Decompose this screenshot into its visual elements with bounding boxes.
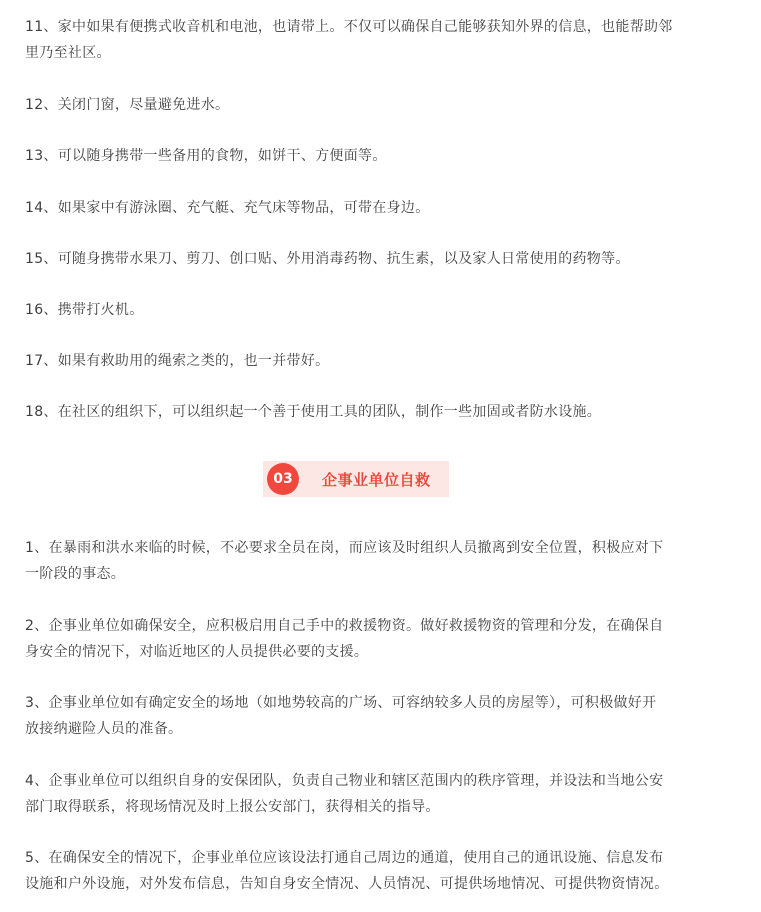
list-item-line: 18、在社区的组织下，可以组织起一个善于使用工具的团队，制作一些加固或者防水设施。 bbox=[25, 404, 602, 420]
list-item bbox=[25, 246, 715, 272]
list-item-line: 一阶段的事态。 bbox=[25, 566, 126, 582]
section-number-badge: 03 bbox=[267, 463, 299, 495]
list-item-line: 14、如果家中有游泳圈、充气艇、充气床等物品，可带在身边。 bbox=[25, 200, 430, 216]
list-item-line: 2、企事业单位如确保安全，应积极启用自己手中的救援物资。做好救援物资的管理和分发，在确保自 bbox=[25, 618, 664, 634]
list-item-line: 3、企事业单位如有确定安全的场地（如地势较高的广场、可容纳较多人员的房屋等），可积极做好开 bbox=[25, 695, 657, 711]
list-item bbox=[25, 14, 715, 66]
list-item-line: 5、在确保安全的情况下，企事业单位应该设法打通自己周边的通道，使用自己的通讯设施、信息发布 bbox=[25, 850, 664, 866]
list-item-line: 17、如果有救助用的绳索之类的，也一并带好。 bbox=[25, 353, 330, 369]
list-item-line: 身安全的情况下，对临近地区的人员提供必要的支援。 bbox=[25, 644, 369, 660]
list-item bbox=[25, 399, 715, 425]
list-item bbox=[25, 613, 715, 665]
list-item-line: 16、携带打火机。 bbox=[25, 302, 144, 318]
list-item bbox=[25, 348, 715, 374]
list-item bbox=[25, 92, 715, 118]
list-item-line: 12、关闭门窗，尽量避免进水。 bbox=[25, 97, 230, 113]
section-title: 企事业单位自救 bbox=[322, 470, 431, 489]
list-item-line: 部门取得联系，将现场情况及时上报公安部门，获得相关的指导。 bbox=[25, 799, 440, 815]
list-item-line: 里乃至社区。 bbox=[25, 45, 111, 61]
list-item-line: 11、家中如果有便携式收音机和电池，也请带上。不仅可以确保自己能够获知外界的信息，也能帮助邻 bbox=[25, 19, 673, 35]
list-item bbox=[25, 297, 715, 323]
list-item-line: 放接纳避险人员的准备。 bbox=[25, 721, 183, 737]
section-heading bbox=[263, 461, 449, 497]
list-item-line: 设施和户外设施，对外发布信息，告知自身安全情况、人员情况、可提供场地情况、可提供物资情况。 bbox=[25, 876, 669, 892]
list-item bbox=[25, 690, 715, 742]
list-item bbox=[25, 768, 715, 820]
list-item bbox=[25, 535, 715, 587]
list-item-line: 4、企事业单位可以组织自身的安保团队，负责自己物业和辖区范围内的秩序管理，并设法和当地公安 bbox=[25, 773, 664, 789]
list-item bbox=[25, 143, 715, 169]
list-item-line: 13、可以随身携带一些备用的食物，如饼干、方便面等。 bbox=[25, 148, 387, 164]
list-item-line: 1、在暴雨和洪水来临的时候，不必要求全员在岗，而应该及时组织人员撤离到安全位置，积极应对下 bbox=[25, 540, 664, 556]
list-item bbox=[25, 195, 715, 221]
list-item bbox=[25, 845, 715, 897]
list-item-line: 15、可随身携带水果刀、剪刀、创口贴、外用消毒药物、抗生素，以及家人日常使用的药物等。 bbox=[25, 251, 630, 267]
